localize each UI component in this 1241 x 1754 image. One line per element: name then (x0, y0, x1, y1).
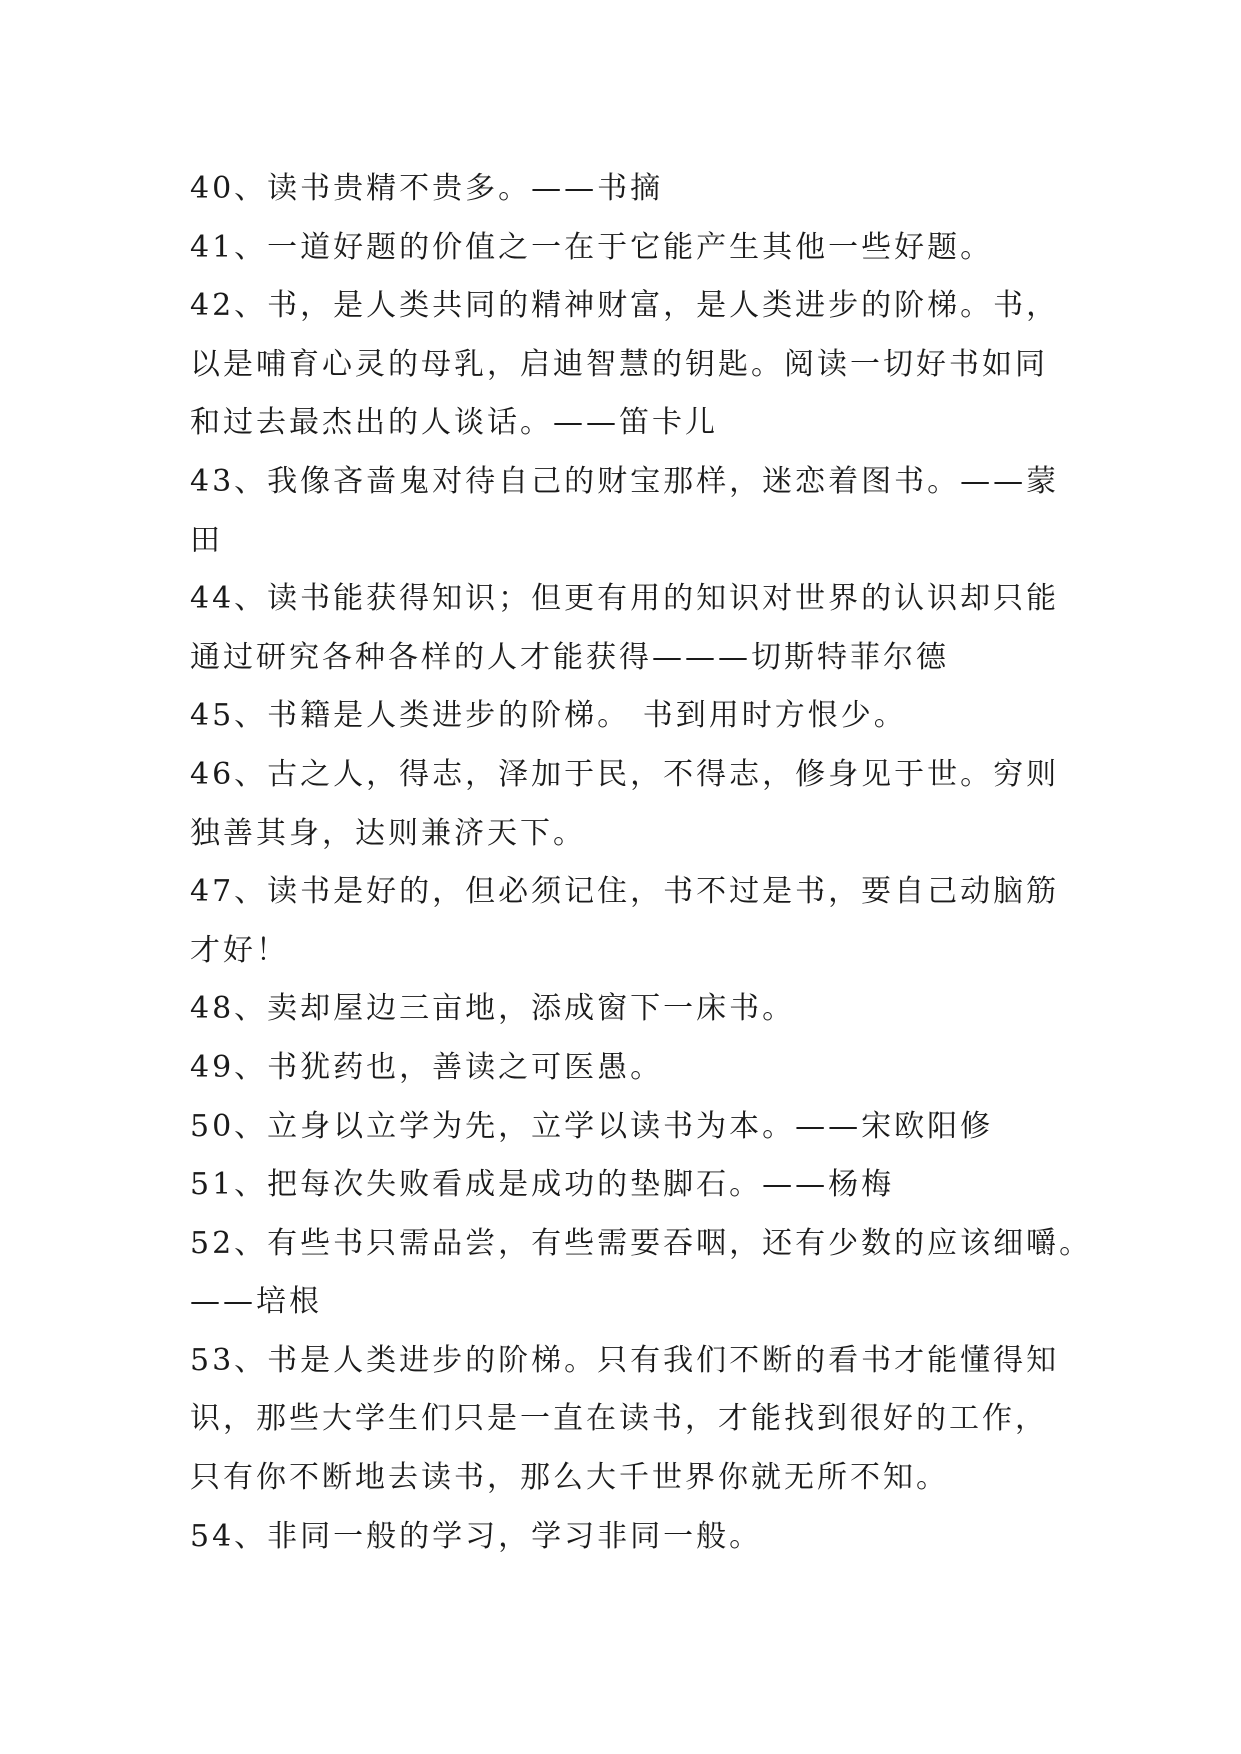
text-line: 52、有些书只需品尝，有些需要吞咽，还有少数的应该细嚼。 (190, 1225, 1093, 1261)
text-line: 47、读书是好的，但必须记住，书不过是书，要自己动脑筋 (190, 874, 1060, 910)
text-line: 44、读书能获得知识；但更有用的知识对世界的认识却只能 (190, 581, 1060, 617)
text-line: ——培根 (190, 1284, 322, 1320)
text-line: 田 (190, 522, 223, 558)
text-line: 48、卖却屋边三亩地，添成窗下一床书。 (190, 991, 796, 1027)
text-line: 独善其身，达则兼济天下。 (190, 815, 586, 851)
text-line: 49、书犹药也，善读之可医愚。 (190, 1049, 664, 1085)
text-line: 通过研究各种各样的人才能获得———切斯特菲尔德 (190, 639, 949, 675)
text-line: 53、书是人类进步的阶梯。只有我们不断的看书才能懂得知 (190, 1342, 1060, 1378)
text-line: 41、一道好题的价值之一在于它能产生其他一些好题。 (190, 229, 994, 265)
text-line: 51、把每次失败看成是成功的垫脚石。——杨梅 (190, 1167, 895, 1203)
text-line: 50、立身以立学为先，立学以读书为本。——宋欧阳修 (190, 1108, 994, 1144)
text-line: 才好！ (190, 932, 289, 968)
text-line: 和过去最杰出的人谈话。——笛卡儿 (190, 405, 718, 441)
text-line: 43、我像吝啬鬼对待自己的财宝那样，迷恋着图书。——蒙 (190, 463, 1060, 499)
text-line: 40、读书贵精不贵多。——书摘 (190, 171, 664, 206)
text-line: 只有你不断地去读书，那么大千世界你就无所不知。 (190, 1460, 949, 1496)
text-line: 46、古之人，得志，泽加于民，不得志，修身见于世。穷则 (190, 756, 1060, 792)
text-line: 识，那些大学生们只是一直在读书，才能找到很好的工作， (190, 1401, 1048, 1437)
text-line: 45、书籍是人类进步的阶梯。 书到用时方恨少。 (190, 698, 907, 734)
text-line: 54、非同一般的学习，学习非同一般。 (190, 1518, 763, 1554)
text-line: 以是哺育心灵的母乳，启迪智慧的钥匙。阅读一切好书如同 (190, 346, 1048, 382)
text-line: 42、书，是人类共同的精神财富，是人类进步的阶梯。书， (190, 288, 1060, 324)
document-body (190, 160, 1093, 1566)
